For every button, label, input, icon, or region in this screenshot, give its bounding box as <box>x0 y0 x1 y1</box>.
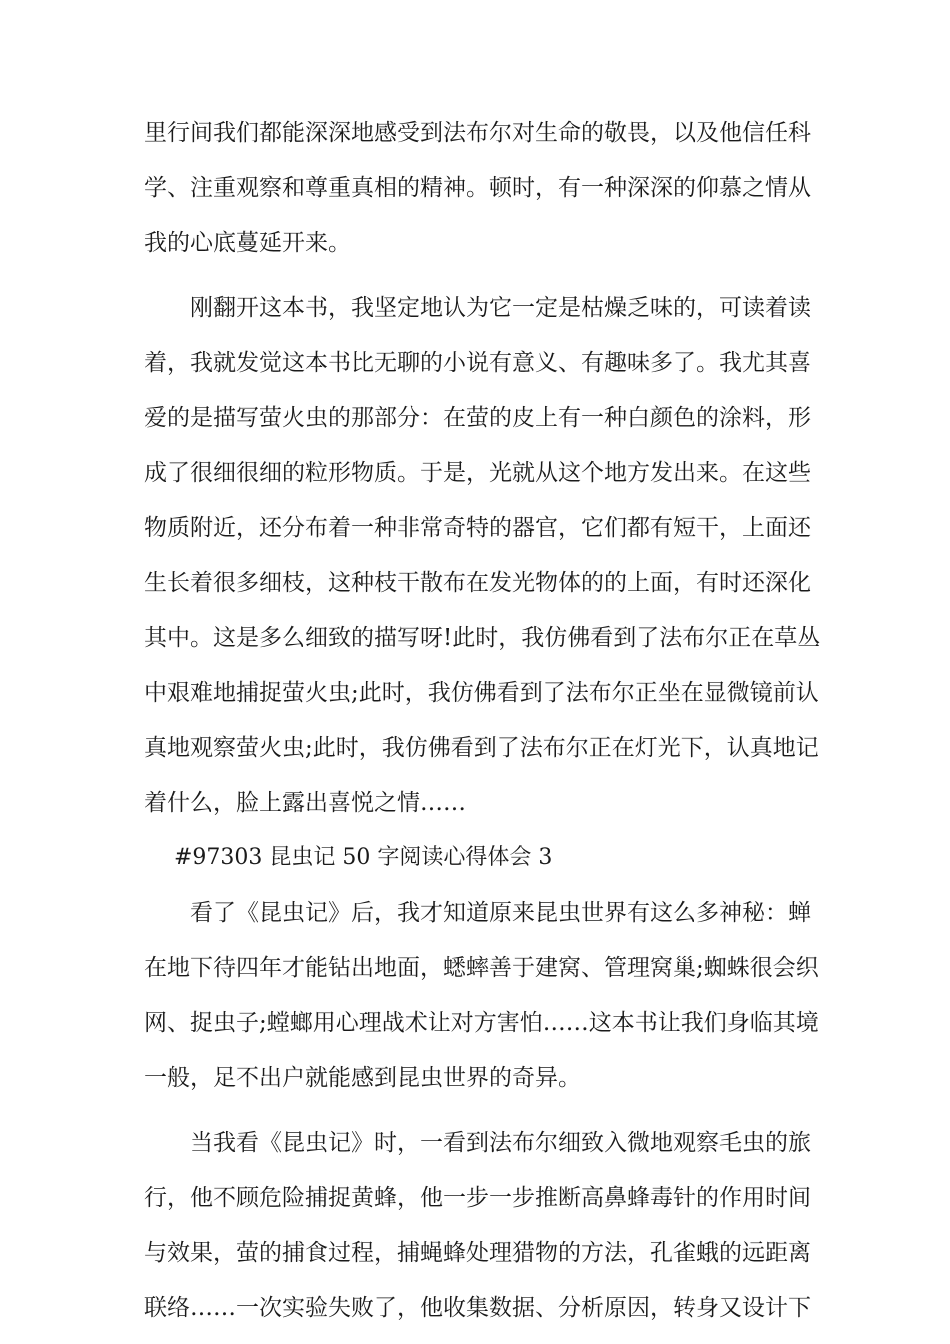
text-line: 着，我就发觉这本书比无聊的小说有意义、有趣味多了。我尤其喜 <box>144 350 811 376</box>
text-line: 与效果，萤的捕食过程，捕蝇蜂处理猎物的方法，孔雀蛾的远距离 <box>144 1240 811 1266</box>
text-line: 联络……一次实验失败了，他收集数据、分析原因，转身又设计下 <box>144 1295 811 1321</box>
text-line: 生长着很多细枝，这种枝干散布在发光物体的的上面，有时还深化 <box>144 570 811 596</box>
text-line: 真地观察萤火虫;此时，我仿佛看到了法布尔正在灯光下，认真地记 <box>144 735 819 761</box>
paragraph <box>144 116 811 260</box>
text-line: 成了很细很细的粒形物质。于是，光就从这个地方发出来。在这些 <box>144 460 811 486</box>
text-line: 物质附近，还分布着一种非常奇特的器官，它们都有短干，上面还 <box>144 515 811 541</box>
paragraph <box>144 896 819 1095</box>
text-line: 网、捉虫子;螳螂用心理战术让对方害怕……这本书让我们身临其境 <box>144 1010 819 1036</box>
text-line: 看了《昆虫记》后，我才知道原来昆虫世界有这么多神秘：蝉 <box>190 900 811 926</box>
text-line: 当我看《昆虫记》时，一看到法布尔细致入微地观察毛虫的旅 <box>190 1130 811 1156</box>
text-line: 其中。这是多么细致的描写呀!此时，我仿佛看到了法布尔正在草丛 <box>144 625 821 651</box>
text-line: 在地下待四年才能钻出地面，蟋蟀善于建窝、管理窝巢;蜘蛛很会织 <box>144 955 819 981</box>
text-line: 我的心底蔓延开来。 <box>144 230 351 256</box>
text-line: 刚翻开这本书，我坚定地认为它一定是枯燥乏味的，可读着读 <box>190 295 811 321</box>
text-line: 行，他不顾危险捕捉黄蜂，他一步一步推断高鼻蜂毒针的作用时间 <box>144 1185 811 1211</box>
text-line: 爱的是描写萤火虫的那部分：在萤的皮上有一种白颜色的涂料，形 <box>144 405 811 431</box>
text-line: 一般，足不出户就能感到昆虫世界的奇异。 <box>144 1065 581 1091</box>
text-line: 中艰难地捕捉萤火虫;此时，我仿佛看到了法布尔正坐在显微镜前认 <box>144 680 819 706</box>
paragraph <box>144 1126 811 1325</box>
section-heading: #97303 昆虫记 50 字阅读心得体会 3 <box>174 845 553 870</box>
text-line: 着什么，脸上露出喜悦之情…… <box>144 790 466 816</box>
paragraph <box>144 291 821 820</box>
text-line: 里行间我们都能深深地感受到法布尔对生命的敬畏，以及他信任科 <box>144 120 811 146</box>
document-body <box>144 116 821 1325</box>
text-line: 学、注重观察和尊重真相的精神。顿时，有一种深深的仰慕之情从 <box>144 175 811 201</box>
